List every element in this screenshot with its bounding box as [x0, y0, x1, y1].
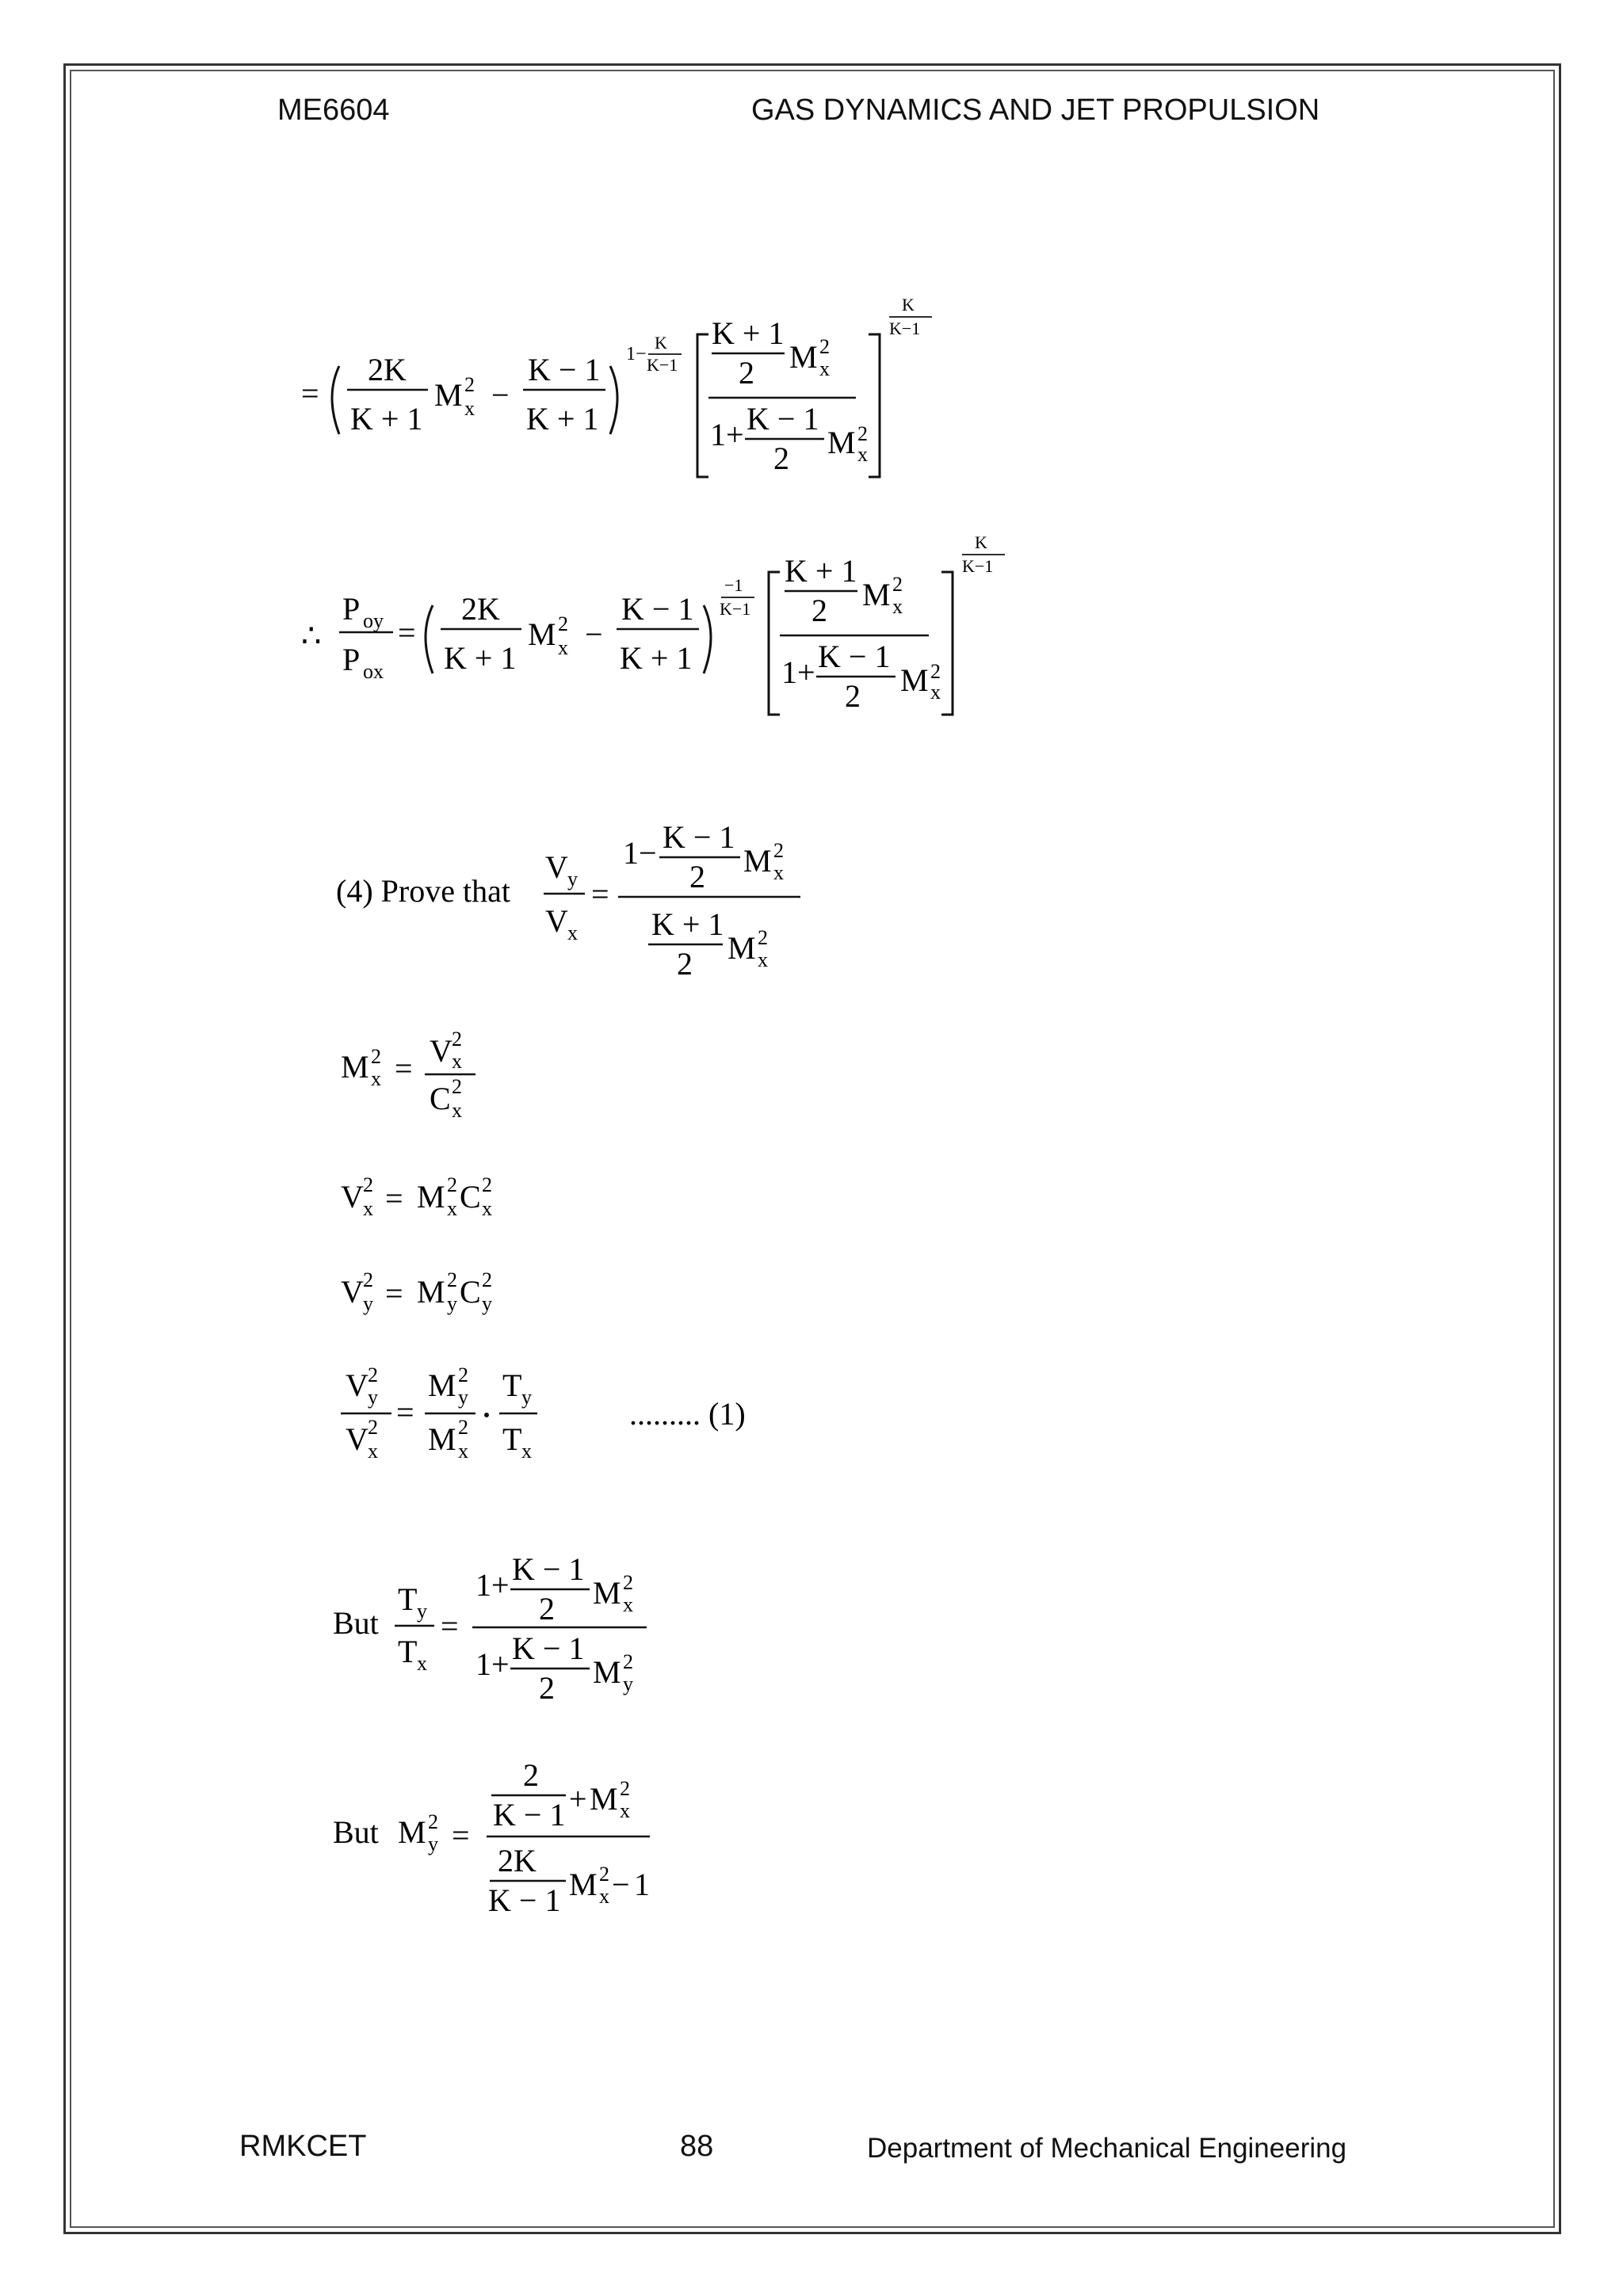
tr-two-b: 2	[539, 1670, 555, 1706]
eq1-sub-b: x	[819, 357, 830, 380]
header-course-code: ME6604	[277, 93, 390, 127]
my-M: M	[398, 1814, 426, 1850]
vr-sub-f: x	[521, 1440, 532, 1463]
vr-sub-d: x	[458, 1440, 468, 1463]
vy-sub-2: y	[447, 1292, 457, 1315]
eq2-equals: =	[398, 615, 416, 650]
prove-sub-b: x	[758, 948, 768, 971]
eq1-equals: =	[301, 376, 319, 411]
my-sup: 2	[428, 1810, 438, 1833]
my-equals: =	[452, 1817, 470, 1853]
eq2-M-c: M	[900, 662, 929, 698]
vr-sup-d: 2	[458, 1416, 468, 1439]
mxdef-sup-3: 2	[452, 1075, 462, 1098]
vy-equals: =	[385, 1276, 403, 1311]
tr-M-a: M	[593, 1575, 621, 1611]
tr-one-b: 1	[475, 1646, 491, 1682]
prove-kp1: K + 1	[651, 906, 724, 942]
prove-sup-b: 2	[758, 926, 768, 949]
tr-sub-a: x	[623, 1593, 633, 1616]
vr-ref: ......... (1)	[629, 1396, 746, 1432]
eq1-kp1-c: K + 1	[712, 315, 785, 351]
prove-sup-a: 2	[773, 839, 784, 862]
vx-C: C	[460, 1179, 481, 1215]
mxdef-sup-1: 2	[371, 1045, 381, 1068]
my-sub-b: x	[599, 1885, 609, 1908]
prove-M-b: M	[727, 930, 756, 966]
vx-sup-3: 2	[482, 1173, 492, 1196]
eq-vy-squared	[341, 1263, 547, 1326]
vx-sup-2: 2	[447, 1173, 457, 1196]
vr-T-b: T	[502, 1421, 522, 1457]
tr-sub-y: y	[417, 1600, 427, 1623]
eq1-exp-K: K	[655, 333, 667, 353]
my-sup-a: 2	[620, 1777, 630, 1800]
mxdef-sup-2: 2	[452, 1028, 462, 1051]
eq1-exp-one: 1	[626, 344, 636, 364]
mxdef-sub-2: x	[452, 1050, 462, 1073]
eq2-outer-exp-Km1: K−1	[962, 556, 994, 576]
eq2-plus: +	[797, 654, 815, 690]
my-minus: −	[612, 1867, 630, 1902]
vr-sub-a: y	[368, 1386, 378, 1409]
eq1-M-a: M	[434, 377, 463, 413]
prove-minus: −	[639, 835, 657, 871]
eq1-km1-b: K − 1	[747, 401, 819, 437]
prove-M-a: M	[743, 843, 772, 879]
eq2-M-a: M	[528, 616, 556, 652]
prove-sub-x: x	[567, 921, 578, 944]
vx-sub-1: x	[363, 1197, 373, 1220]
my-km1-a: K − 1	[493, 1797, 566, 1833]
eq-vx-squared	[341, 1168, 547, 1231]
my-two: 2	[523, 1757, 539, 1793]
my-sub-a: x	[620, 1799, 630, 1822]
vr-V-a: V	[346, 1367, 369, 1403]
eq2-outer-exp-K: K	[975, 532, 987, 552]
eq1-kp1-b: K + 1	[526, 401, 599, 437]
eq2-left-paren	[426, 605, 433, 673]
eq1-exp-minus: −	[636, 344, 647, 364]
prove-equals: =	[591, 876, 609, 912]
tr-but: But	[333, 1605, 379, 1641]
vr-sub-b: x	[368, 1440, 378, 1463]
eq1-sub-c: x	[857, 443, 868, 466]
eq2-sub-b: x	[892, 595, 903, 618]
mxdef-equals: =	[395, 1051, 413, 1086]
tr-sup-b: 2	[623, 1650, 633, 1673]
eq2-P-b: P	[342, 642, 361, 677]
eq-my-squared	[333, 1754, 666, 1920]
eq2-left-bracket	[769, 572, 780, 715]
prove-two-b: 2	[677, 946, 693, 982]
eq2-exp-Km1: K−1	[720, 599, 751, 619]
eq1-M-b: M	[789, 339, 818, 375]
vr-M-a: M	[428, 1367, 456, 1403]
tr-two-a: 2	[539, 1591, 555, 1627]
vr-sup-a: 2	[368, 1363, 378, 1386]
eq1-right-paren	[610, 366, 617, 434]
tr-sub-x: x	[417, 1652, 427, 1675]
eq1-two-b: 2	[773, 441, 789, 476]
prove-V-b: V	[545, 903, 568, 939]
tr-sub-b: y	[623, 1672, 633, 1695]
eq2-km1-b: K − 1	[818, 639, 891, 674]
eq2-kp1-c: K + 1	[785, 553, 857, 589]
prove-sub-a: x	[773, 861, 784, 884]
my-km1-b: K − 1	[488, 1882, 561, 1918]
vr-sup-c: 2	[458, 1363, 468, 1386]
prove-one: 1	[623, 835, 639, 871]
tr-M-b: M	[593, 1654, 621, 1690]
tr-km1-b: K − 1	[512, 1630, 585, 1666]
eq2-M-b: M	[862, 577, 891, 612]
tr-km1-a: K − 1	[512, 1551, 585, 1587]
prove-km1: K − 1	[663, 819, 735, 855]
vy-sub-1: y	[363, 1292, 373, 1315]
tr-plus-a: +	[491, 1567, 510, 1603]
eq2-sub-c: x	[930, 681, 941, 704]
mxdef-sub-3: x	[452, 1099, 462, 1122]
vr-sub-c: y	[458, 1386, 468, 1409]
eq2-right-bracket	[941, 572, 953, 715]
vx-V: V	[341, 1179, 364, 1215]
eq2-km1-a: K − 1	[621, 591, 694, 627]
eq2-minus: −	[585, 616, 603, 652]
eq1-plus: +	[726, 417, 744, 452]
vy-C: C	[460, 1274, 481, 1310]
vx-equals: =	[385, 1180, 403, 1216]
eq1-sup-c: 2	[857, 422, 868, 445]
vr-equals: =	[396, 1394, 414, 1430]
eq2-sub-oy: oy	[363, 609, 384, 632]
mxdef-sub-1: x	[371, 1067, 381, 1090]
eq1-left-paren	[332, 366, 339, 434]
eq1-sup-a: 2	[464, 373, 475, 396]
equation-2	[301, 526, 1014, 724]
my-M-b: M	[569, 1867, 598, 1902]
vr-M-b: M	[428, 1421, 456, 1457]
vr-V-b: V	[346, 1421, 369, 1457]
eq2-two-a: 2	[812, 593, 827, 628]
eq-temperature-ratio	[333, 1545, 666, 1711]
prove-statement	[336, 816, 827, 982]
eq2-sup-c: 2	[930, 660, 941, 683]
vr-sub-e: y	[521, 1386, 532, 1409]
prove-label: (4) Prove that	[336, 873, 510, 909]
vr-dot	[484, 1413, 489, 1417]
eq2-P-a: P	[342, 591, 361, 627]
vy-V: V	[341, 1274, 364, 1310]
tr-equals: =	[441, 1608, 459, 1644]
my-sub: y	[428, 1833, 438, 1855]
tr-sup-a: 2	[623, 1571, 633, 1594]
equation-1	[301, 293, 951, 491]
eq1-left-bracket	[697, 334, 708, 477]
prove-two-a: 2	[689, 859, 705, 894]
footer-department: Department of Mechanical Engineering	[867, 2133, 1347, 2164]
eq1-one: 1	[710, 417, 726, 452]
eq2-one: 1	[781, 654, 797, 690]
vy-sub-3: y	[482, 1292, 492, 1315]
eq-mx-definition	[341, 1022, 515, 1133]
vy-sup-2: 2	[447, 1268, 457, 1291]
prove-V-a: V	[545, 849, 568, 885]
eq2-exp-m1: −1	[724, 575, 743, 595]
my-one: 1	[634, 1867, 650, 1902]
eq2-2k: 2K	[461, 591, 500, 627]
eq1-two-a: 2	[739, 355, 754, 391]
eq1-exp-Km1: K−1	[647, 355, 678, 375]
eq1-minus: −	[491, 377, 510, 413]
eq2-therefore: ∴	[301, 618, 322, 654]
vx-sup-1: 2	[363, 1173, 373, 1196]
eq1-2k: 2K	[368, 352, 407, 387]
vx-M: M	[417, 1179, 445, 1215]
prove-sub-y: y	[567, 868, 578, 891]
my-sup-b: 2	[599, 1863, 609, 1886]
eq2-kp1-b: K + 1	[620, 640, 693, 676]
my-2k: 2K	[498, 1843, 537, 1878]
vy-sup-1: 2	[363, 1268, 373, 1291]
tr-plus-b: +	[491, 1646, 510, 1682]
vr-T-a: T	[502, 1367, 522, 1403]
eq2-sup-a: 2	[558, 612, 568, 635]
my-but: But	[333, 1814, 379, 1850]
my-M-a: M	[590, 1781, 618, 1817]
eq1-sup-b: 2	[819, 335, 830, 358]
vy-sup-3: 2	[482, 1268, 492, 1291]
eq-velocity-ratio-1	[341, 1358, 785, 1477]
tr-one-a: 1	[475, 1567, 491, 1603]
eq1-outer-exp-Km1: K−1	[889, 318, 921, 338]
mxdef-M: M	[341, 1049, 369, 1085]
footer-institution: RMKCET	[239, 2130, 367, 2163]
eq2-two-b: 2	[845, 678, 861, 714]
header-course-title: GAS DYNAMICS AND JET PROPULSION	[751, 93, 1320, 127]
mxdef-V: V	[430, 1033, 453, 1069]
my-plus: +	[569, 1781, 587, 1817]
eq2-sub-ox: ox	[363, 660, 384, 683]
eq1-right-bracket	[869, 334, 880, 477]
eq2-kp1-a: K + 1	[444, 640, 517, 676]
tr-T-b: T	[398, 1634, 418, 1669]
vr-sup-b: 2	[368, 1416, 378, 1439]
eq2-sub-a: x	[558, 636, 568, 659]
tr-T-a: T	[398, 1581, 418, 1617]
eq1-km1-a: K − 1	[528, 352, 601, 387]
eq1-outer-exp-K: K	[902, 295, 915, 315]
eq2-sup-b: 2	[892, 573, 903, 596]
vx-sub-2: x	[447, 1197, 457, 1220]
eq2-right-paren	[704, 605, 711, 673]
eq1-kp1-a: K + 1	[350, 401, 423, 437]
footer-page-number: 88	[680, 2130, 714, 2163]
vx-sub-3: x	[482, 1197, 492, 1220]
eq1-M-c: M	[827, 425, 856, 460]
vy-M: M	[417, 1274, 445, 1310]
eq1-sub-a: x	[464, 397, 475, 420]
mxdef-C: C	[430, 1081, 451, 1116]
